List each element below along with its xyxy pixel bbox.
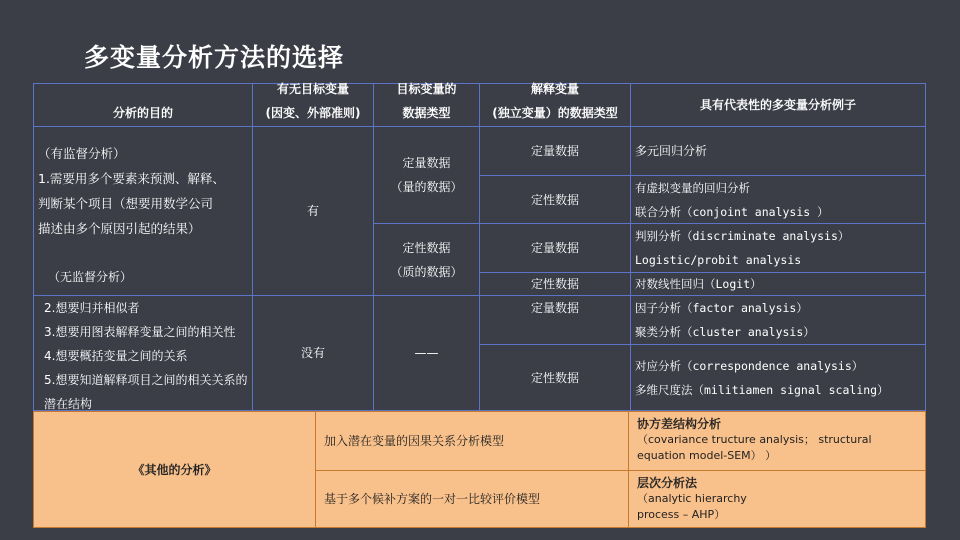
unsupervised-target-type-value: —— [414, 346, 439, 360]
unsupervised-target-type [373, 295, 480, 411]
example-line2: 聚类分析（cluster analysis） [635, 325, 815, 339]
example-line1: 因子分析（factor analysis） [635, 301, 808, 315]
example-line1: 判别分析（discriminate analysis） [635, 229, 850, 243]
header-examples-label: 具有代表性的多变量分析例子 [699, 97, 856, 112]
qual-target-line2: （质的数据） [390, 264, 463, 279]
other-row2-method [628, 470, 926, 528]
page-title: 多变量分析方法的选择 [84, 43, 345, 72]
table-row-example [630, 126, 926, 176]
example-line1: 有虚拟变量的回归分析 [635, 180, 750, 195]
other-row2-detail2: process – AHP） [637, 508, 726, 521]
header-purpose-label: 分析的目的 [112, 106, 173, 120]
example-line1: 对应分析（correspondence analysis） [635, 358, 864, 373]
table-row-example [630, 223, 926, 273]
example-line2: Logistic/probit analysis [635, 253, 802, 267]
unsupervised-has-target [252, 295, 374, 411]
explain-type-value: 定性数据 [530, 370, 579, 385]
other-row2-desc-text: 基于多个候补方案的一对一比较评价模型 [324, 492, 541, 506]
table-row-example [630, 175, 926, 224]
supervised-has-target-value: 有 [306, 204, 319, 218]
header-examples [630, 83, 926, 127]
other-label-text: 《其他的分析》 [132, 462, 217, 477]
supervised-line2: 判断某个项目（想要用数学公司 [38, 196, 214, 211]
other-row1-method [628, 411, 926, 471]
header-target-type-line1: 目标变量的 [396, 82, 457, 96]
supervised-line1: 1.需要用多个要素来预测、解释、 [38, 171, 225, 186]
header-target-type-line2: 数据类型 [402, 106, 451, 120]
header-explain-type-line2: (独立变量）的数据类型 [492, 106, 618, 120]
supervised-has-target [252, 126, 374, 296]
other-row1-desc-text: 加入潜在变量的因果关系分析模型 [324, 434, 505, 448]
supervised-label: （有监督分析） [38, 146, 126, 161]
unsupervised-line5b: 潜在结构 [44, 397, 93, 411]
table-row-example [630, 344, 926, 411]
unsupervised-has-target-value: 没有 [300, 346, 325, 360]
table-row-explain [479, 272, 631, 296]
table-row-explain [479, 175, 631, 224]
table-row-example [630, 295, 926, 345]
header-target-exists-line1: 有无目标变量 [276, 82, 349, 96]
explain-type-value: 定性数据 [530, 192, 579, 207]
qual-target-type [373, 223, 480, 296]
table-row-example [630, 272, 926, 296]
unsupervised-purpose [33, 295, 253, 411]
supervised-purpose [33, 126, 253, 296]
quant-target-line1: 定量数据 [402, 156, 451, 170]
example-line2: 联合分析（conjoint analysis ） [635, 204, 829, 219]
other-row1-desc [315, 411, 629, 471]
header-target-exists-line2: (因变、外部准则) [265, 106, 361, 120]
unsupervised-line2: 2.想要归并相似者 [44, 301, 140, 315]
unsupervised-label: （无监督分析） [48, 270, 133, 284]
other-row1-detail1: （covariance tructure analysis； structural [637, 433, 872, 446]
table-row-explain [479, 344, 631, 411]
explain-type-value: 定量数据 [530, 301, 579, 315]
quant-target-type [373, 126, 480, 224]
example-line2: 多维尺度法（militiamen signal scaling） [635, 382, 889, 397]
header-target-exists [252, 83, 374, 127]
example-line1: 多元回归分析 [635, 144, 708, 158]
unsupervised-line3: 3.想要用图表解释变量之间的相关性 [44, 325, 236, 339]
unsupervised-line5a: 5.想要知道解释项目之间的相关关系的 [44, 373, 248, 387]
other-analysis-label [33, 411, 316, 528]
other-row2-detail1: （analytic hierarchy [637, 492, 747, 505]
other-row2-desc [315, 470, 629, 528]
explain-type-value: 定量数据 [530, 241, 579, 255]
quant-target-line2: （量的数据） [390, 180, 463, 194]
table-row-explain [479, 126, 631, 176]
header-purpose [33, 83, 253, 127]
explain-type-value: 定量数据 [530, 144, 579, 158]
table-row-explain [479, 223, 631, 273]
other-row1-title: 协方差结构分析 [637, 417, 722, 431]
header-explain-type-line1: 解释变量 [530, 82, 579, 96]
other-row2-title: 层次分析法 [637, 476, 698, 490]
header-explain-type [479, 83, 631, 127]
qual-target-line1: 定性数据 [402, 240, 451, 255]
other-row1-detail2: equation model-SEM） ） [637, 449, 777, 462]
example-line1: 对数线性回归（Logit） [635, 277, 762, 291]
unsupervised-line4: 4.想要概括变量之间的关系 [44, 349, 188, 363]
explain-type-value: 定性数据 [530, 277, 579, 291]
header-target-type [373, 83, 480, 127]
table-row-explain [479, 295, 631, 345]
supervised-line3: 描述由多个原因引起的结果） [38, 221, 201, 236]
